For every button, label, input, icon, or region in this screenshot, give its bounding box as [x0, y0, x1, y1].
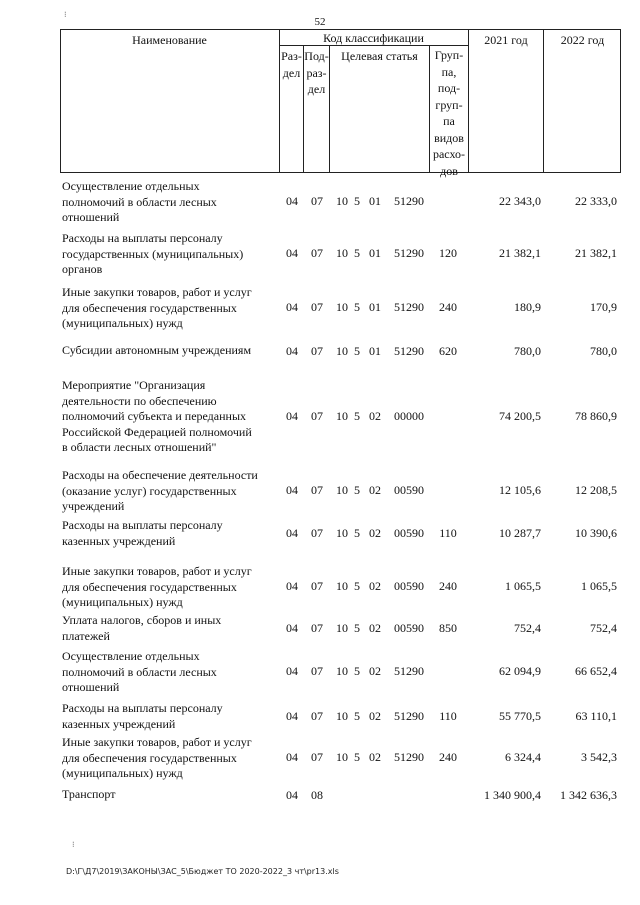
- row-t4-cell: 00590: [394, 621, 424, 635]
- row-y2022-cell: 66 652,4: [575, 664, 617, 678]
- row-y2021-cell: 12 105,6: [499, 483, 541, 497]
- row-podrazdel-cell: 07: [311, 621, 323, 635]
- row-name: Уплата налогов, сборов и иных платежей: [62, 613, 222, 643]
- row-t3-cell: 02: [369, 750, 381, 764]
- row-y2022-cell: 1 065,5: [581, 579, 617, 593]
- row-vr-cell: 120: [439, 246, 457, 260]
- row-podrazdel-cell: 07: [311, 526, 323, 540]
- row-t4-cell: 51290: [394, 246, 424, 260]
- row-name: Иные закупки товаров, работ и услуг для обеспечения государственных (муниципальных) нужд: [62, 564, 252, 609]
- row-razdel-cell: 04: [286, 788, 298, 802]
- row-razdel-cell: 04: [286, 621, 298, 635]
- row-t3-cell: 01: [369, 194, 381, 208]
- row-razdel-cell: 04: [286, 579, 298, 593]
- row-t1-cell: 10: [336, 579, 348, 593]
- row-t3-cell: 02: [369, 526, 381, 540]
- row-y2022-cell: 1 342 636,3: [560, 788, 617, 802]
- row-vr-cell: 850: [439, 621, 457, 635]
- row-razdel-cell: 04: [286, 300, 298, 314]
- row-vr-cell: 110: [439, 709, 457, 723]
- row-t1-cell: 10: [336, 750, 348, 764]
- row-name: Расходы на выплаты персоналу казенных учреждений: [62, 701, 223, 731]
- row-razdel-cell: 04: [286, 194, 298, 208]
- row-name: Осуществление отдельных полномочий в области лесных отношений: [62, 179, 217, 224]
- row-t2-cell: 5: [354, 621, 360, 635]
- header-divider: [543, 29, 544, 173]
- row-t4-cell: 51290: [394, 664, 424, 678]
- header-divider: [468, 29, 469, 173]
- scan-mark: ⁝: [72, 840, 75, 849]
- header-divider: [329, 45, 330, 173]
- row-t4-cell: 00590: [394, 483, 424, 497]
- row-razdel-cell: 04: [286, 483, 298, 497]
- row-y2022-cell: 10 390,6: [575, 526, 617, 540]
- row-name: Иные закупки товаров, работ и услуг для обеспечения государственных (муниципальных) нужд: [62, 285, 252, 330]
- row-y2021-cell: 1 065,5: [505, 579, 541, 593]
- row-t2-cell: 5: [354, 483, 360, 497]
- scan-mark: ⁝: [64, 10, 67, 19]
- row-t2-cell: 5: [354, 750, 360, 764]
- row-y2021-cell: 780,0: [514, 344, 541, 358]
- row-t4-cell: 51290: [394, 300, 424, 314]
- row-t2-cell: 5: [354, 300, 360, 314]
- row-y2022-cell: 170,9: [590, 300, 617, 314]
- row-y2021-cell: 21 382,1: [499, 246, 541, 260]
- col-razdel-header: Раз- дел: [281, 49, 302, 80]
- row-name: Расходы на обеспечение деятельности (оказание услуг) государственных учреждений: [62, 468, 258, 513]
- row-t3-cell: 02: [369, 409, 381, 423]
- row-t2-cell: 5: [354, 526, 360, 540]
- row-y2021-cell: 62 094,9: [499, 664, 541, 678]
- row-podrazdel-cell: 08: [311, 788, 323, 802]
- row-t4-cell: 51290: [394, 750, 424, 764]
- row-y2022-cell: 12 208,5: [575, 483, 617, 497]
- file-path-footer: D:\Г\Д7\2019\ЗАКОНЫ\ЗАС_5\Бюджет ТО 2020-2022_3 чт\pr13.xls: [66, 867, 339, 876]
- row-t3-cell: 02: [369, 621, 381, 635]
- row-y2021-cell: 180,9: [514, 300, 541, 314]
- row-name: Осуществление отдельных полномочий в области лесных отношений: [62, 649, 217, 694]
- row-t2-cell: 5: [354, 246, 360, 260]
- row-y2021-cell: 6 324,4: [505, 750, 541, 764]
- row-t1-cell: 10: [336, 409, 348, 423]
- row-vr-cell: 240: [439, 579, 457, 593]
- row-y2021-cell: 22 343,0: [499, 194, 541, 208]
- row-vr-cell: 620: [439, 344, 457, 358]
- row-t1-cell: 10: [336, 300, 348, 314]
- row-razdel-cell: 04: [286, 709, 298, 723]
- row-podrazdel-cell: 07: [311, 483, 323, 497]
- row-t3-cell: 01: [369, 344, 381, 358]
- row-podrazdel-cell: 07: [311, 709, 323, 723]
- row-t3-cell: 02: [369, 579, 381, 593]
- row-t4-cell: 51290: [394, 709, 424, 723]
- row-razdel-cell: 04: [286, 664, 298, 678]
- row-t4-cell: 51290: [394, 194, 424, 208]
- row-t2-cell: 5: [354, 194, 360, 208]
- row-razdel-cell: 04: [286, 409, 298, 423]
- row-t3-cell: 02: [369, 483, 381, 497]
- row-name: Расходы на выплаты персоналу казенных учреждений: [62, 518, 223, 548]
- col-name-header: Наименование: [132, 33, 207, 47]
- row-t1-cell: 10: [336, 483, 348, 497]
- row-name: Расходы на выплаты персоналу государственных (муниципальных) органов: [62, 231, 244, 276]
- row-y2021-cell: 74 200,5: [499, 409, 541, 423]
- row-t1-cell: 10: [336, 344, 348, 358]
- row-t2-cell: 5: [354, 709, 360, 723]
- row-t1-cell: 10: [336, 621, 348, 635]
- row-t4-cell: 51290: [394, 344, 424, 358]
- row-y2022-cell: 752,4: [590, 621, 617, 635]
- row-t3-cell: 01: [369, 300, 381, 314]
- page-number: 52: [314, 16, 326, 28]
- row-y2021-cell: 55 770,5: [499, 709, 541, 723]
- row-podrazdel-cell: 07: [311, 579, 323, 593]
- row-vr-cell: 110: [439, 526, 457, 540]
- row-t3-cell: 02: [369, 664, 381, 678]
- row-t3-cell: 02: [369, 709, 381, 723]
- row-podrazdel-cell: 07: [311, 300, 323, 314]
- row-razdel-cell: 04: [286, 526, 298, 540]
- row-t1-cell: 10: [336, 526, 348, 540]
- row-t1-cell: 10: [336, 709, 348, 723]
- row-y2022-cell: 21 382,1: [575, 246, 617, 260]
- col-group-header: Груп- па, под- груп- па видов расхо- дов: [432, 48, 466, 178]
- row-razdel-cell: 04: [286, 750, 298, 764]
- row-podrazdel-cell: 07: [311, 344, 323, 358]
- row-t2-cell: 5: [354, 664, 360, 678]
- col-2022-header: 2022 год: [560, 33, 605, 47]
- row-razdel-cell: 04: [286, 344, 298, 358]
- row-y2022-cell: 78 860,9: [575, 409, 617, 423]
- row-t2-cell: 5: [354, 579, 360, 593]
- row-y2022-cell: 780,0: [590, 344, 617, 358]
- row-podrazdel-cell: 07: [311, 750, 323, 764]
- col-code-header: Код классификации: [323, 31, 424, 45]
- row-t2-cell: 5: [354, 409, 360, 423]
- row-y2021-cell: 1 340 900,4: [484, 788, 541, 802]
- row-y2021-cell: 10 287,7: [499, 526, 541, 540]
- row-y2022-cell: 63 110,1: [575, 709, 617, 723]
- row-name: Субсидии автономным учреждениям: [62, 343, 252, 357]
- col-podrazdel-header: Под- раз- дел: [304, 49, 329, 96]
- row-t4-cell: 00590: [394, 579, 424, 593]
- row-t2-cell: 5: [354, 344, 360, 358]
- row-vr-cell: 240: [439, 300, 457, 314]
- row-name: Транспорт: [62, 787, 116, 801]
- row-name: Мероприятие "Организация деятельности по обеспечению полномочий субъекта и переданных Российской Федерацией полномочий в области лесных отношений": [62, 378, 252, 454]
- row-y2022-cell: 22 333,0: [575, 194, 617, 208]
- row-t3-cell: 01: [369, 246, 381, 260]
- row-podrazdel-cell: 07: [311, 664, 323, 678]
- row-podrazdel-cell: 07: [311, 246, 323, 260]
- row-podrazdel-cell: 07: [311, 194, 323, 208]
- row-name: Иные закупки товаров, работ и услуг для обеспечения государственных (муниципальных) нужд: [62, 735, 252, 780]
- col-2021-header: 2021 год: [484, 33, 528, 47]
- row-razdel-cell: 04: [286, 246, 298, 260]
- row-t4-cell: 00590: [394, 526, 424, 540]
- row-y2022-cell: 3 542,3: [581, 750, 617, 764]
- col-target-header: Целевая статья: [341, 49, 418, 63]
- row-t1-cell: 10: [336, 194, 348, 208]
- row-vr-cell: 240: [439, 750, 457, 764]
- row-t1-cell: 10: [336, 664, 348, 678]
- row-y2021-cell: 752,4: [514, 621, 541, 635]
- row-t1-cell: 10: [336, 246, 348, 260]
- row-t4-cell: 00000: [394, 409, 424, 423]
- row-podrazdel-cell: 07: [311, 409, 323, 423]
